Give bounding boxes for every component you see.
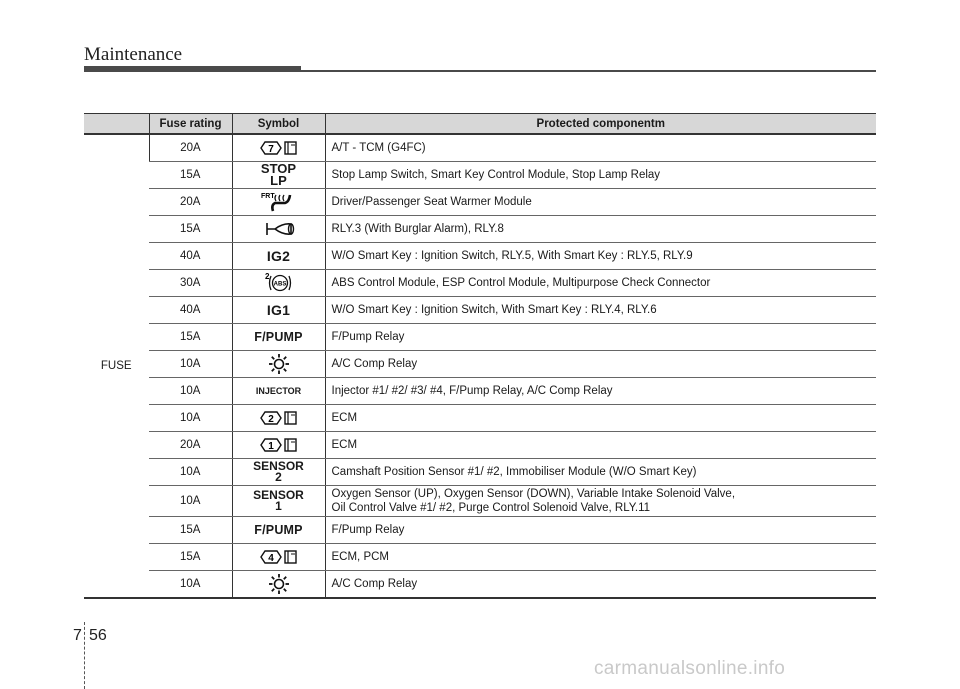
protected-component: A/C Comp Relay xyxy=(325,571,876,599)
protected-component: RLY.3 (With Burglar Alarm), RLY.8 xyxy=(325,216,876,243)
fuse-symbol xyxy=(232,405,325,432)
fuse-rating: 10A xyxy=(149,405,232,432)
protected-component: ABS Control Module, ESP Control Module, Multipurpose Check Connector xyxy=(325,270,876,297)
horn-icon xyxy=(261,219,297,239)
ac-sun-icon xyxy=(268,573,290,595)
fuse-category: FUSE xyxy=(84,134,149,598)
fuse-rating: 10A xyxy=(149,571,232,599)
fuse-symbol xyxy=(232,351,325,378)
protected-component: ECM xyxy=(325,432,876,459)
protected-component: A/C Comp Relay xyxy=(325,351,876,378)
symbol-text: STOP LP xyxy=(260,160,297,188)
section-number: 7 xyxy=(73,627,82,644)
svg-text:2: 2 xyxy=(264,272,269,281)
table-row xyxy=(84,162,876,189)
table-row xyxy=(84,459,876,486)
protected-component: Camshaft Position Sensor #1/ #2, Immobiliser Module (W/O Smart Key) xyxy=(325,459,876,486)
fuse-symbol xyxy=(232,324,325,351)
header-symbol: Symbol xyxy=(232,114,325,135)
watermark: carmanualsonline.info xyxy=(594,658,786,679)
protected-component: Stop Lamp Switch, Smart Key Control Module, Stop Lamp Relay xyxy=(325,162,876,189)
fuse-rating: 10A xyxy=(149,486,232,517)
table-row xyxy=(84,486,876,517)
fuse-rating: 15A xyxy=(149,517,232,544)
fuse-rating: 20A xyxy=(149,189,232,216)
symbol-text: INJECTOR xyxy=(255,386,302,396)
fuse-rating: 20A xyxy=(149,134,232,162)
table-row xyxy=(84,517,876,544)
symbol-text: IG1 xyxy=(266,302,291,318)
table-row xyxy=(84,243,876,270)
header-blank xyxy=(84,114,149,135)
table-row xyxy=(84,297,876,324)
fuse-symbol xyxy=(232,378,325,405)
protected-component: Driver/Passenger Seat Warmer Module xyxy=(325,189,876,216)
svg-text:FRT: FRT xyxy=(260,193,275,200)
fuse-2-box-icon xyxy=(259,410,299,426)
fuse-rating: 15A xyxy=(149,162,232,189)
table-header-row xyxy=(84,114,876,135)
svg-text:2: 2 xyxy=(267,414,274,425)
protected-component: W/O Smart Key : Ignition Switch, RLY.5, With Smart Key : RLY.5, RLY.9 xyxy=(325,243,876,270)
protected-component: Injector #1/ #2/ #3/ #4, F/Pump Relay, A/C Comp Relay xyxy=(325,378,876,405)
protected-component: Oxygen Sensor (UP), Oxygen Sensor (DOWN), Variable Intake Solenoid Valve, Oil Control Valve #1/ #2, Purge Control Solenoid Valve, RLY.11 xyxy=(325,486,876,517)
fuse-rating: 10A xyxy=(149,459,232,486)
svg-text:1: 1 xyxy=(267,441,274,452)
seat-warmer-icon xyxy=(259,191,299,213)
protected-component: ECM, PCM xyxy=(325,544,876,571)
header-rule-thick xyxy=(84,66,301,72)
protected-component: W/O Smart Key : Ignition Switch, With Smart Key : RLY.4, RLY.6 xyxy=(325,297,876,324)
fuse-symbol xyxy=(232,243,325,270)
table-row xyxy=(84,571,876,599)
fuse-symbol xyxy=(232,459,325,486)
table-row xyxy=(84,544,876,571)
fuse-rating: 30A xyxy=(149,270,232,297)
header-fuse-rating: Fuse rating xyxy=(149,114,232,135)
symbol-text: SENSOR 2 xyxy=(253,458,304,484)
fuse-symbol xyxy=(232,216,325,243)
svg-text:7: 7 xyxy=(267,144,274,155)
fuse-rating: 15A xyxy=(149,544,232,571)
page-title: Maintenance xyxy=(84,44,183,65)
fuse-symbol xyxy=(232,270,325,297)
symbol-text: F/PUMP xyxy=(254,523,303,537)
fuse-rating: 40A xyxy=(149,243,232,270)
table-row xyxy=(84,270,876,297)
svg-text:ABS: ABS xyxy=(273,281,286,288)
table-row xyxy=(84,134,876,162)
protected-component: A/T - TCM (G4FC) xyxy=(325,134,876,162)
fuse-symbol xyxy=(232,432,325,459)
ac-sun-icon xyxy=(268,353,290,375)
fuse-symbol xyxy=(232,297,325,324)
fuse-4-box-icon xyxy=(259,549,299,565)
header-rule-thin xyxy=(301,70,876,72)
fuse-symbol xyxy=(232,486,325,517)
table-row xyxy=(84,189,876,216)
fuse-rating: 20A xyxy=(149,432,232,459)
protected-component: ECM xyxy=(325,405,876,432)
table-row xyxy=(84,216,876,243)
table-row xyxy=(84,432,876,459)
page-number: 56 xyxy=(89,627,107,644)
fuse-symbol xyxy=(232,134,325,162)
fuse-rating: 10A xyxy=(149,378,232,405)
symbol-text: SENSOR 1 xyxy=(253,487,304,513)
footer-divider xyxy=(84,622,86,689)
fuse-symbol xyxy=(232,571,325,599)
fuse-1-box-icon xyxy=(259,437,299,453)
fuse-rating: 15A xyxy=(149,324,232,351)
fuse-symbol xyxy=(232,517,325,544)
fuse-symbol xyxy=(232,162,325,189)
protected-component: F/Pump Relay xyxy=(325,517,876,544)
fuse-rating: 15A xyxy=(149,216,232,243)
fuse-table xyxy=(84,113,876,599)
fuse-7-box-icon xyxy=(259,140,299,156)
fuse-symbol xyxy=(232,189,325,216)
fuse-rating: 40A xyxy=(149,297,232,324)
table-row xyxy=(84,351,876,378)
symbol-text: F/PUMP xyxy=(254,330,303,344)
header-protected-component: Protected componentm xyxy=(325,114,876,135)
table-row xyxy=(84,405,876,432)
fuse-symbol xyxy=(232,544,325,571)
table-row xyxy=(84,378,876,405)
fuse-rating: 10A xyxy=(149,351,232,378)
abs-icon xyxy=(259,272,299,294)
protected-component: F/Pump Relay xyxy=(325,324,876,351)
table-row xyxy=(84,324,876,351)
svg-text:4: 4 xyxy=(267,553,274,564)
symbol-text: IG2 xyxy=(266,248,291,264)
